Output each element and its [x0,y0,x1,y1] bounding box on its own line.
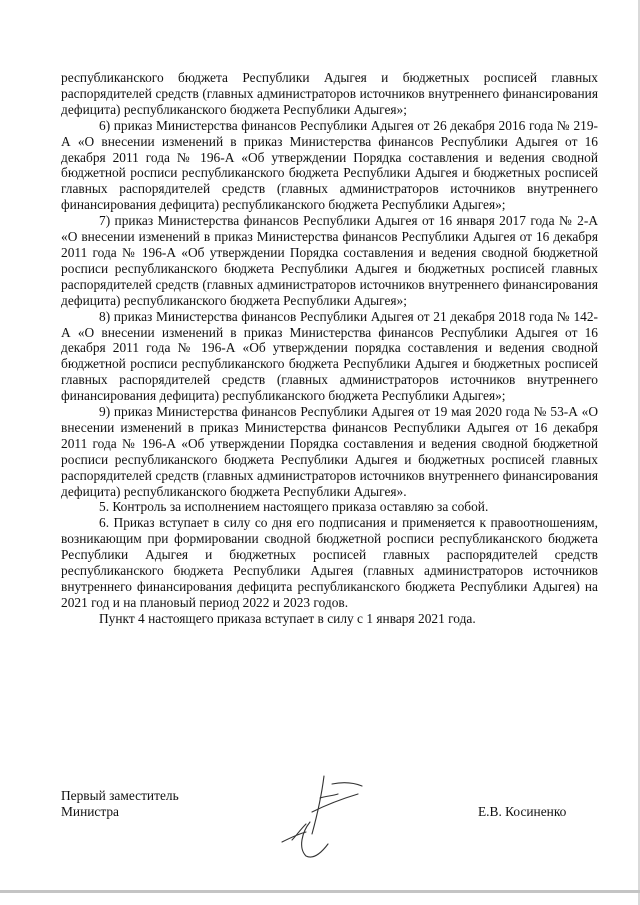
paragraph-point-5: 5. Контроль за исполнением настоящего приказа оставляю за собой. [99,499,489,515]
signatory-title [61,788,179,820]
paragraph-continuation: республиканского бюджета Республики Адыгея и бюджетных росписей главных распорядителей средств (главных администраторов источников внутреннего финансирования дефицита) республиканского бюджета Республики Адыгея»; [61,70,598,117]
signatory-name: Е.В. Косиненко [478,804,567,819]
paragraph-point-6: 6. Приказ вступает в силу со дня его подписания и применяется к правоотношениям, возникающим при формировании сводной бюджетной росписи республиканского бюджета Республики Адыгея и бюджетных росписей главных распорядителей средств республиканского бюджета Республики Адыгея (главных администраторов источников внутреннего финансирования дефицита республиканского бюджета Республики Адыгея) на 2021 год и на плановый период 2022 и 2023 годов. [61,515,598,610]
signatory-title-line2: Министра [61,804,120,819]
document-body [61,70,598,627]
paragraph-item-9: 9) приказ Министерства финансов Республики Адыгея от 19 мая 2020 года № 53-А «О внесении изменений в приказ Министерства финансов Республики Адыгея от 16 декабря 2011 года № 196-А «Об утверждении Порядка составления и ведения сводной бюджетной росписи республиканского бюджета Республики Адыгея и бюджетных росписей главных распорядителей средств (главных администраторов источников внутреннего финансирования дефицита) республиканского бюджета Республики Адыгея». [61,404,598,499]
paragraph-item-6: 6) приказ Министерства финансов Республики Адыгея от 26 декабря 2016 года № 219-А «О внесении изменений в приказ Министерства финансов Республики Адыгея от 16 декабря 2011 года № 196-А «Об утверждении Порядка составления и ведения сводной бюджетной росписи республиканского бюджета Республики Адыгея и бюджетных росписей главных распорядителей средств (главных администраторов источников внутреннего финансирования дефицита) республиканского бюджета Республики Адыгея»; [61,117,598,213]
paragraph-item-7: 7) приказ Министерства финансов Республики Адыгея от 16 января 2017 года № 2-А «О внесении изменений в приказ Министерства финансов Республики Адыгея от 16 декабря 2011 года № 196-А «Об утверждении Порядка составления и ведения сводной бюджетной росписи республиканского бюджета Республики Адыгея и бюджетных росписей главных распорядителей средств (главных администраторов источников внутреннего финансирования дефицита) республиканского бюджета Республики Адыгея»; [61,213,598,308]
handwritten-signature [262,772,372,862]
paragraph-item-8: 8) приказ Министерства финансов Республики Адыгея от 21 декабря 2018 года № 142-А «О внесении изменений в приказ Министерства финансов Республики Адыгея от 16 декабря 2011 года № 196-А «Об утверждении порядка составления и ведения сводной бюджетной росписи республиканского бюджета Республики Адыгея и бюджетных росписей главных распорядителей средств (главных администраторов источников внутреннего финансирования дефицита) республиканского бюджета Республики Адыгея»; [61,308,598,404]
signatory-title-line1: Первый заместитель [61,788,179,803]
paragraph-point-4-effective: Пункт 4 настоящего приказа вступает в силу с 1 января 2021 года. [99,610,476,626]
scan-edge-bottom [0,890,640,893]
